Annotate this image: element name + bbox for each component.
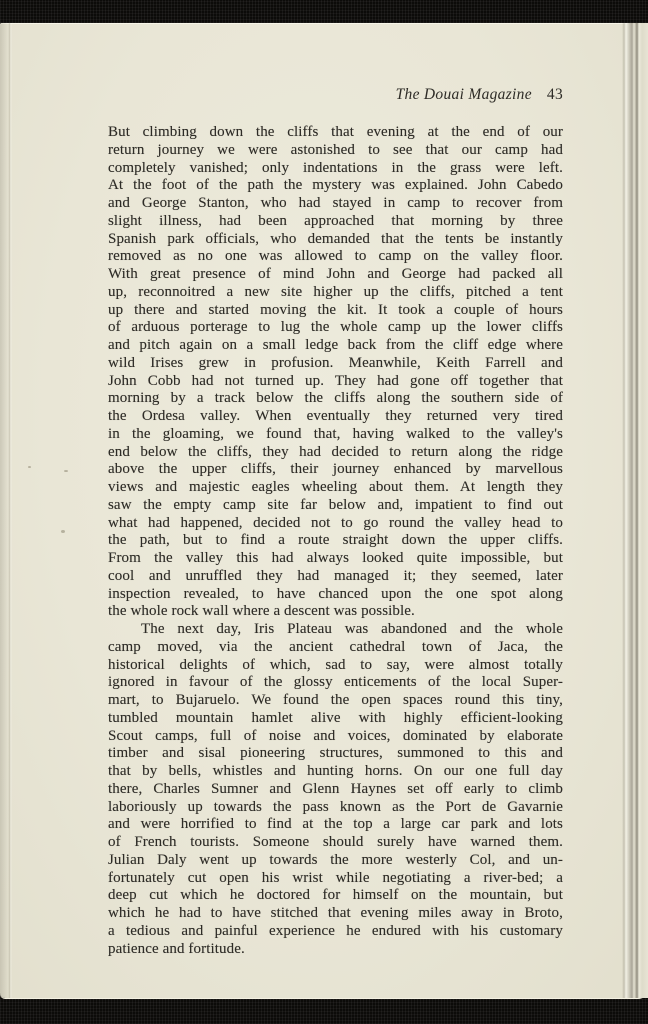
text-line: a tedious and painful experience he endured with his customary [108, 922, 563, 939]
magazine-title: The Douai Magazine [395, 86, 532, 103]
text-line: inspection revealed, to have chanced upon the one spot along [108, 585, 563, 602]
text-line: completely vanished; only indentations in the grass were left. [108, 159, 563, 176]
page-number: 43 [546, 86, 563, 103]
text-line: John Cobb had not turned up. They had gone off together that [108, 372, 563, 389]
paper-speck [28, 466, 31, 468]
text-line: mart, to Bujaruelo. We found the open spaces round this tiny, [108, 692, 563, 708]
text-line: of French tourists. Someone should surely have warned them. [108, 834, 563, 850]
text-line: deep cut which he doctored for himself on the mountain, but [108, 887, 563, 904]
text-line: The next day, Iris Plateau was abandoned and the whole [141, 621, 563, 637]
text-line: end below the cliffs, they had decided to return along the ridge [108, 443, 563, 460]
text-line: tumbled mountain hamlet alive with highly efficient-looking [108, 709, 563, 726]
text-line: laboriously up towards the pass known as the Port de Gavarnie [108, 798, 563, 815]
text-line: patience and fortitude. [108, 940, 245, 957]
page-crease [8, 23, 12, 998]
magazine-page [0, 23, 648, 998]
text-line: which he had to have stitched that evening miles away in Broto, [108, 905, 563, 921]
text-line: From the valley this had always looked quite impossible, but [108, 550, 563, 566]
text-line: wild Irises grew in profusion. Meanwhile, Keith Farrell and [108, 354, 563, 371]
text-line: morning by a track below the cliffs along the southern side of [108, 390, 563, 407]
running-head [108, 86, 563, 104]
text-line: up, reconnoitred a new site higher up the cliffs, pitched a tent [108, 283, 563, 300]
text-line: of arduous porterage to lug the whole camp up the lower cliffs [108, 319, 563, 336]
text-line: and George Stanton, who had stayed in camp to recover from [108, 195, 563, 211]
text-line: Spanish park officials, who demanded that the tents be instantly [108, 230, 563, 247]
text-line: return journey we were astonished to see that our camp had [108, 141, 563, 158]
text-line: With great presence of mind John and George had packed all [108, 266, 563, 282]
page-body [108, 124, 563, 958]
text-line: the whole rock wall where a descent was possible. [108, 603, 415, 620]
text-line: that by bells, whistles and hunting horns. On our one full day [108, 763, 563, 779]
text-line: and pitch again on a small ledge back from the cliff edge where [108, 337, 563, 353]
text-line: there, Charles Sumner and Glenn Haynes set off early to climb [108, 780, 563, 797]
text-line: historical delights of which, sad to say, were almost totally [108, 656, 563, 673]
text-line: removed as no one was allowed to camp on the valley floor. [108, 248, 563, 265]
text-line: up there and started moving the kit. It took a couple of hours [108, 301, 563, 318]
book-cover-bottom [0, 998, 648, 1024]
text-line: the path, but to find a route straight down the upper cliffs. [108, 532, 563, 549]
paper-speck [64, 470, 68, 472]
text-line: ignored in favour of the glossy enticements of the local Super- [108, 674, 563, 691]
text-line: above the upper cliffs, their journey enhanced by marvellous [108, 461, 563, 478]
text-line: the Ordesa valley. When eventually they returned very tired [108, 408, 563, 424]
text-line: views and majestic eagles wheeling about them. At length they [108, 479, 563, 495]
text-line: what had happened, decided not to go round the valley head to [108, 514, 563, 531]
text-line: Scout camps, full of noise and voices, dominated by elaborate [108, 727, 563, 744]
text-line: saw the empty camp site far below and, impatient to find out [108, 496, 563, 513]
book-cover-top [0, 0, 648, 23]
text-line: At the foot of the path the mystery was explained. John Cabedo [108, 177, 563, 194]
text-line: in the gloaming, we found that, having walked to the valley's [108, 425, 563, 442]
text-line: camp moved, via the ancient cathedral town of Jaca, the [108, 638, 563, 655]
text-line: fortunately cut open his wrist while negotiating a river-bed; a [108, 869, 563, 886]
page-edges-right [620, 23, 648, 998]
text-line: Julian Daly went up towards the more westerly Col, and un- [108, 851, 563, 868]
text-line: cool and unruffled they had managed it; they seemed, later [108, 567, 563, 584]
text-line: timber and sisal pioneering structures, summoned to this and [108, 745, 563, 762]
text-line: and were horrified to find at the top a large car park and lots [108, 816, 563, 833]
paper-speck [61, 530, 65, 533]
text-line: But climbing down the cliffs that evening at the end of our [108, 124, 563, 140]
text-line: slight illness, had been approached that morning by three [108, 212, 563, 229]
